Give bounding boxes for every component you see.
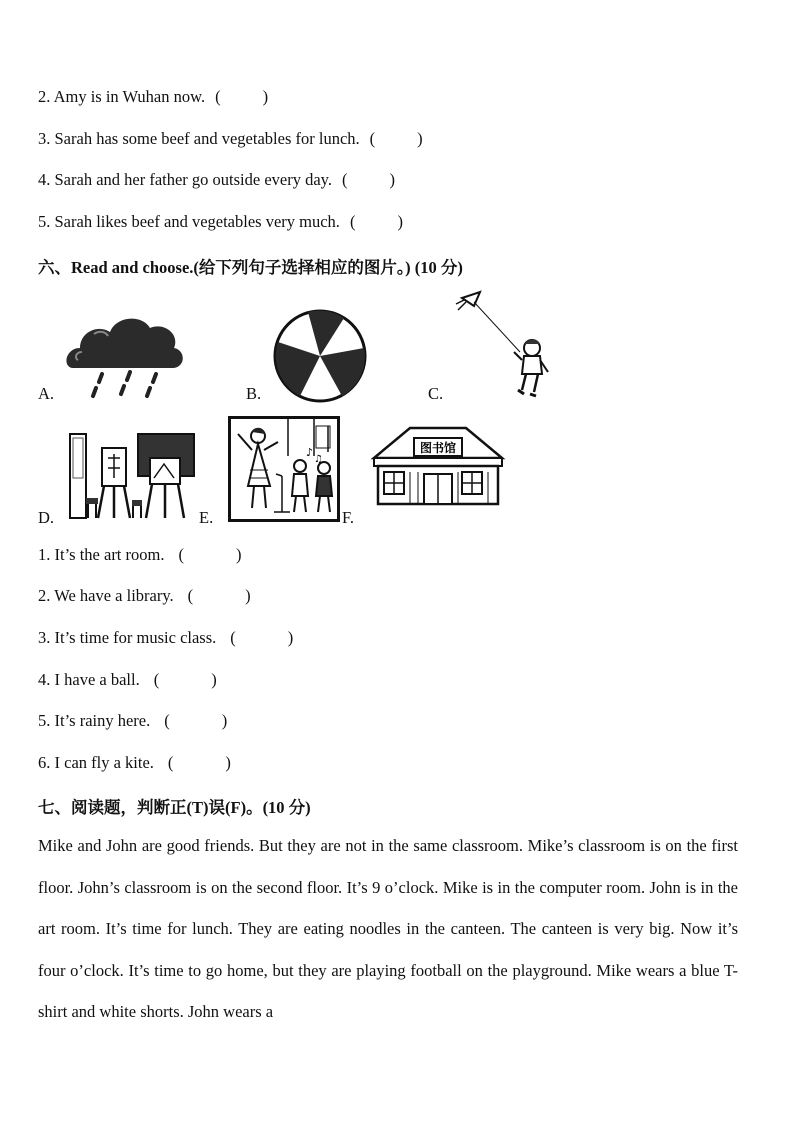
answer-blank[interactable]: ( ) <box>215 87 269 106</box>
answer-blank[interactable]: ( ) <box>178 545 242 564</box>
section-heading: 六、Read and choose.(给下列句子选择相应的图片。) (10 分) <box>38 258 463 277</box>
music-class-icon <box>228 416 340 522</box>
rain-cloud-icon <box>64 310 186 402</box>
question-item: 5. Sarah likes beef and vegetables very much. ( ) <box>38 212 403 231</box>
answer-blank[interactable]: ( ) <box>167 753 231 772</box>
question-item: 1. It’s the art room. ( ) <box>38 545 242 564</box>
question-item: 3. It’s time for music class. ( ) <box>38 628 294 647</box>
library-building-icon <box>370 424 506 506</box>
answer-blank[interactable]: ( ) <box>230 628 294 647</box>
answer-blank[interactable]: ( ) <box>164 711 228 730</box>
library-sign-text: 图书馆 <box>419 441 457 455</box>
answer-blank[interactable]: ( ) <box>342 170 395 189</box>
option-label: C. <box>428 384 444 403</box>
reading-passage: Mike and John are good friends. But they are not in the same classroom. Mike’s classroom is on the first floor. John’s classroom is on the second floor. It’s 9 o’clock. Mike is in the computer room. John is in the art room. It’s time for lunch. They are eating noodles in the canteen. The canteen is very big. Now it’s four o’clock. It’s time to go home, but they are playing football on the playground. Mike wears a blue T-shirt and white shorts. John wears a <box>38 836 738 1022</box>
question-item: 6. I can fly a kite. ( ) <box>38 753 231 772</box>
option-label: B. <box>246 384 262 403</box>
section-heading: 七、阅读题，判断正(T)误(F)。(10 分) <box>38 798 311 817</box>
art-room-easels-icon <box>68 428 196 522</box>
boy-flying-kite-icon <box>452 288 552 402</box>
option-label: E. <box>199 508 214 527</box>
question-item: 2. We have a library. ( ) <box>38 586 251 605</box>
question-item: 2. Amy is in Wuhan now. ( ) <box>38 87 269 106</box>
answer-blank[interactable]: ( ) <box>153 670 217 689</box>
option-label: F. <box>342 508 354 527</box>
answer-blank[interactable]: ( ) <box>369 129 423 148</box>
question-item: 4. I have a ball. ( ) <box>38 670 217 689</box>
option-label: D. <box>38 508 55 527</box>
answer-blank[interactable]: ( ) <box>349 212 403 231</box>
answer-blank[interactable]: ( ) <box>187 586 251 605</box>
question-item: 3. Sarah has some beef and vegetables for lunch. ( ) <box>38 129 423 148</box>
question-item: 5. It’s rainy here. ( ) <box>38 711 228 730</box>
option-label: A. <box>38 384 55 403</box>
svg-text:♫: ♫ <box>314 454 323 465</box>
beach-ball-icon <box>272 308 368 404</box>
question-item: 4. Sarah and her father go outside every day. ( ) <box>38 170 395 189</box>
svg-text:♪: ♪ <box>306 446 314 459</box>
